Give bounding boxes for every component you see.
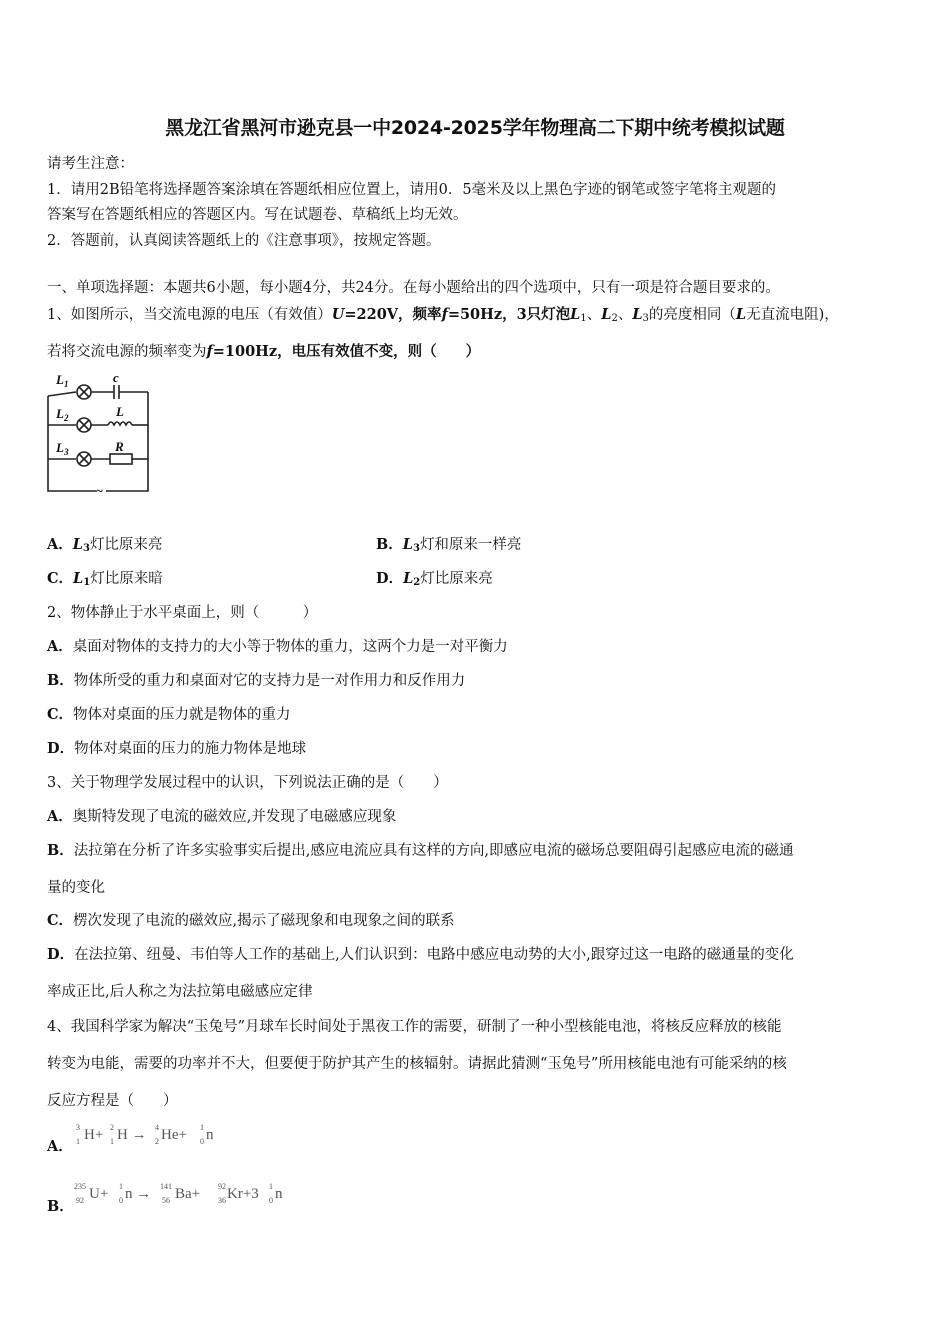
q1-option-c[interactable]: C．$L_1$灯比原来暗 bbox=[47, 570, 163, 588]
svg-text:U+: U+ bbox=[89, 1186, 109, 1202]
q2-option-a[interactable]: A．桌面对物体的支持力的大小等于物体的重力，这两个力是一对平衡力 bbox=[47, 638, 508, 655]
q2-stem: 2、物体静止于水平桌面上，则（ ） bbox=[47, 605, 318, 621]
svg-text:141: 141 bbox=[160, 1182, 172, 1191]
q3-option-c[interactable]: C．楞次发现了电流的磁效应,揭示了磁现象和电现象之间的联系 bbox=[47, 912, 455, 929]
svg-text:Ba+: Ba+ bbox=[175, 1186, 201, 1202]
notice-item-2: 2．答题前，认真阅读答题纸上的《注意事项》，按规定答题。 bbox=[47, 233, 441, 249]
svg-text:Kr+3: Kr+3 bbox=[227, 1186, 259, 1202]
svg-text:4: 4 bbox=[155, 1123, 159, 1132]
svg-text:n: n bbox=[275, 1186, 283, 1202]
svg-text:1: 1 bbox=[110, 1137, 114, 1146]
q4-option-a-label[interactable]: A． bbox=[47, 1138, 73, 1155]
svg-text:36: 36 bbox=[218, 1196, 226, 1205]
q1-stem-line-1: 1、如图所示，当交流电源的电压（有效值）U=220V，频率f=50Hz，3只灯泡$L_1$、$L_2$、$L_3$的亮度相同（L无直流电阻)， bbox=[47, 306, 839, 324]
svg-text:3: 3 bbox=[76, 1123, 80, 1132]
resistor-label: R bbox=[115, 439, 124, 454]
svg-text:1: 1 bbox=[76, 1137, 80, 1146]
ac-source-symbol: ~ bbox=[96, 483, 103, 498]
svg-text:n: n bbox=[206, 1127, 214, 1143]
svg-text:L1: $L_1$ bbox=[56, 372, 69, 389]
inductor-icon bbox=[108, 422, 132, 425]
q4-option-b-equation[interactable] bbox=[72, 1178, 292, 1210]
notice-item-1-line-1: 1．请用2B铅笔将选择题答案涂填在答题纸相应位置上，请用0．5毫米及以上黑色字迹的钢笔或签字笔将主观题的 bbox=[47, 182, 777, 198]
svg-text:1: 1 bbox=[119, 1182, 123, 1191]
q2-option-c[interactable]: C．物体对桌面的压力就是物体的重力 bbox=[47, 706, 291, 723]
q4-option-b-label[interactable]: B． bbox=[47, 1198, 74, 1215]
svg-text:n →: n → bbox=[125, 1186, 152, 1202]
svg-text:235: 235 bbox=[74, 1182, 86, 1191]
svg-text:1: 1 bbox=[269, 1182, 273, 1191]
svg-text:92: 92 bbox=[218, 1182, 226, 1191]
q2-option-d[interactable]: D．物体对桌面的压力的施力物体是地球 bbox=[47, 740, 307, 757]
q4-stem-line-1: 4、我国科学家为解决“玉兔号”月球车长时间处于黑夜工作的需要，研制了一种小型核能电池，将核反应释放的核能 bbox=[47, 1019, 782, 1035]
svg-text:2: 2 bbox=[155, 1137, 159, 1146]
q4-option-a-equation[interactable] bbox=[72, 1120, 232, 1150]
q1-option-b[interactable]: B．$L_3$灯和原来一样亮 bbox=[376, 536, 522, 554]
svg-text:0: 0 bbox=[119, 1196, 123, 1205]
section-heading: 一、单项选择题：本题共6小题，每小题4分，共24分。在每小题给出的四个选项中，只有一项是符合题目要求的。 bbox=[47, 280, 780, 296]
svg-text:H →: H → bbox=[117, 1127, 147, 1143]
inductor-label: L bbox=[116, 404, 124, 419]
q1-circuit-figure bbox=[44, 368, 154, 498]
q3-option-b-cont: 量的变化 bbox=[47, 880, 105, 896]
q4-stem-line-3: 反应方程是（ ） bbox=[47, 1093, 178, 1109]
circuit-right-wire bbox=[106, 392, 148, 491]
svg-text:H+: H+ bbox=[84, 1127, 104, 1143]
svg-text:L2: $L_2$ bbox=[56, 406, 69, 423]
q1-option-a[interactable]: A．$L_3$灯比原来亮 bbox=[47, 536, 163, 554]
svg-text:56: 56 bbox=[162, 1196, 170, 1205]
q1-option-d[interactable]: D．$L_2$灯比原来亮 bbox=[376, 570, 493, 588]
q4-stem-line-2: 转变为电能，需要的功率并不大，但要便于防护其产生的核辐射。请据此猜测“玉兔号”所用核能电池有可能采纳的核 bbox=[47, 1056, 787, 1072]
resistor-icon bbox=[110, 454, 132, 464]
svg-text:L3: $L_3$ bbox=[56, 440, 69, 457]
svg-text:2: 2 bbox=[110, 1123, 114, 1132]
svg-text:He+: He+ bbox=[161, 1127, 187, 1143]
svg-text:92: 92 bbox=[76, 1196, 84, 1205]
svg-text:0: 0 bbox=[200, 1137, 204, 1146]
q3-stem: 3、关于物理学发展过程中的认识，下列说法正确的是（ ） bbox=[47, 775, 448, 791]
page-title: 黑龙江省黑河市逊克县一中2024-2025学年物理高二下期中统考模拟试题 bbox=[165, 117, 785, 139]
q2-option-b[interactable]: B．物体所受的重力和桌面对它的支持力是一对作用力和反作用力 bbox=[47, 672, 466, 689]
notice-heading: 请考生注意： bbox=[47, 156, 134, 172]
svg-text:0: 0 bbox=[269, 1196, 273, 1205]
notice-item-1-line-2: 答案写在答题纸相应的答题区内。写在试题卷、草稿纸上均无效。 bbox=[47, 207, 468, 223]
q3-option-a[interactable]: A．奥斯特发现了电流的磁效应,并发现了电磁感应现象 bbox=[47, 808, 397, 825]
q3-option-d[interactable]: D．在法拉第、纽曼、韦伯等人工作的基础上,人们认识到：电路中感应电动势的大小,跟穿过这一电路的磁通量的变化 bbox=[47, 946, 794, 963]
capacitor-label: c bbox=[113, 370, 119, 385]
q3-option-b[interactable]: B．法拉第在分析了许多实验事实后提出,感应电流应具有这样的方向,即感应电流的磁场总要阻碍引起感应电流的磁通 bbox=[47, 842, 794, 859]
q3-option-d-cont: 率成正比,后人称之为法拉第电磁感应定律 bbox=[47, 984, 313, 1000]
q1-stem-line-2: 若将交流电源的频率变为f=100Hz，电压有效值不变，则（ ） bbox=[47, 343, 481, 360]
svg-text:1: 1 bbox=[200, 1123, 204, 1132]
